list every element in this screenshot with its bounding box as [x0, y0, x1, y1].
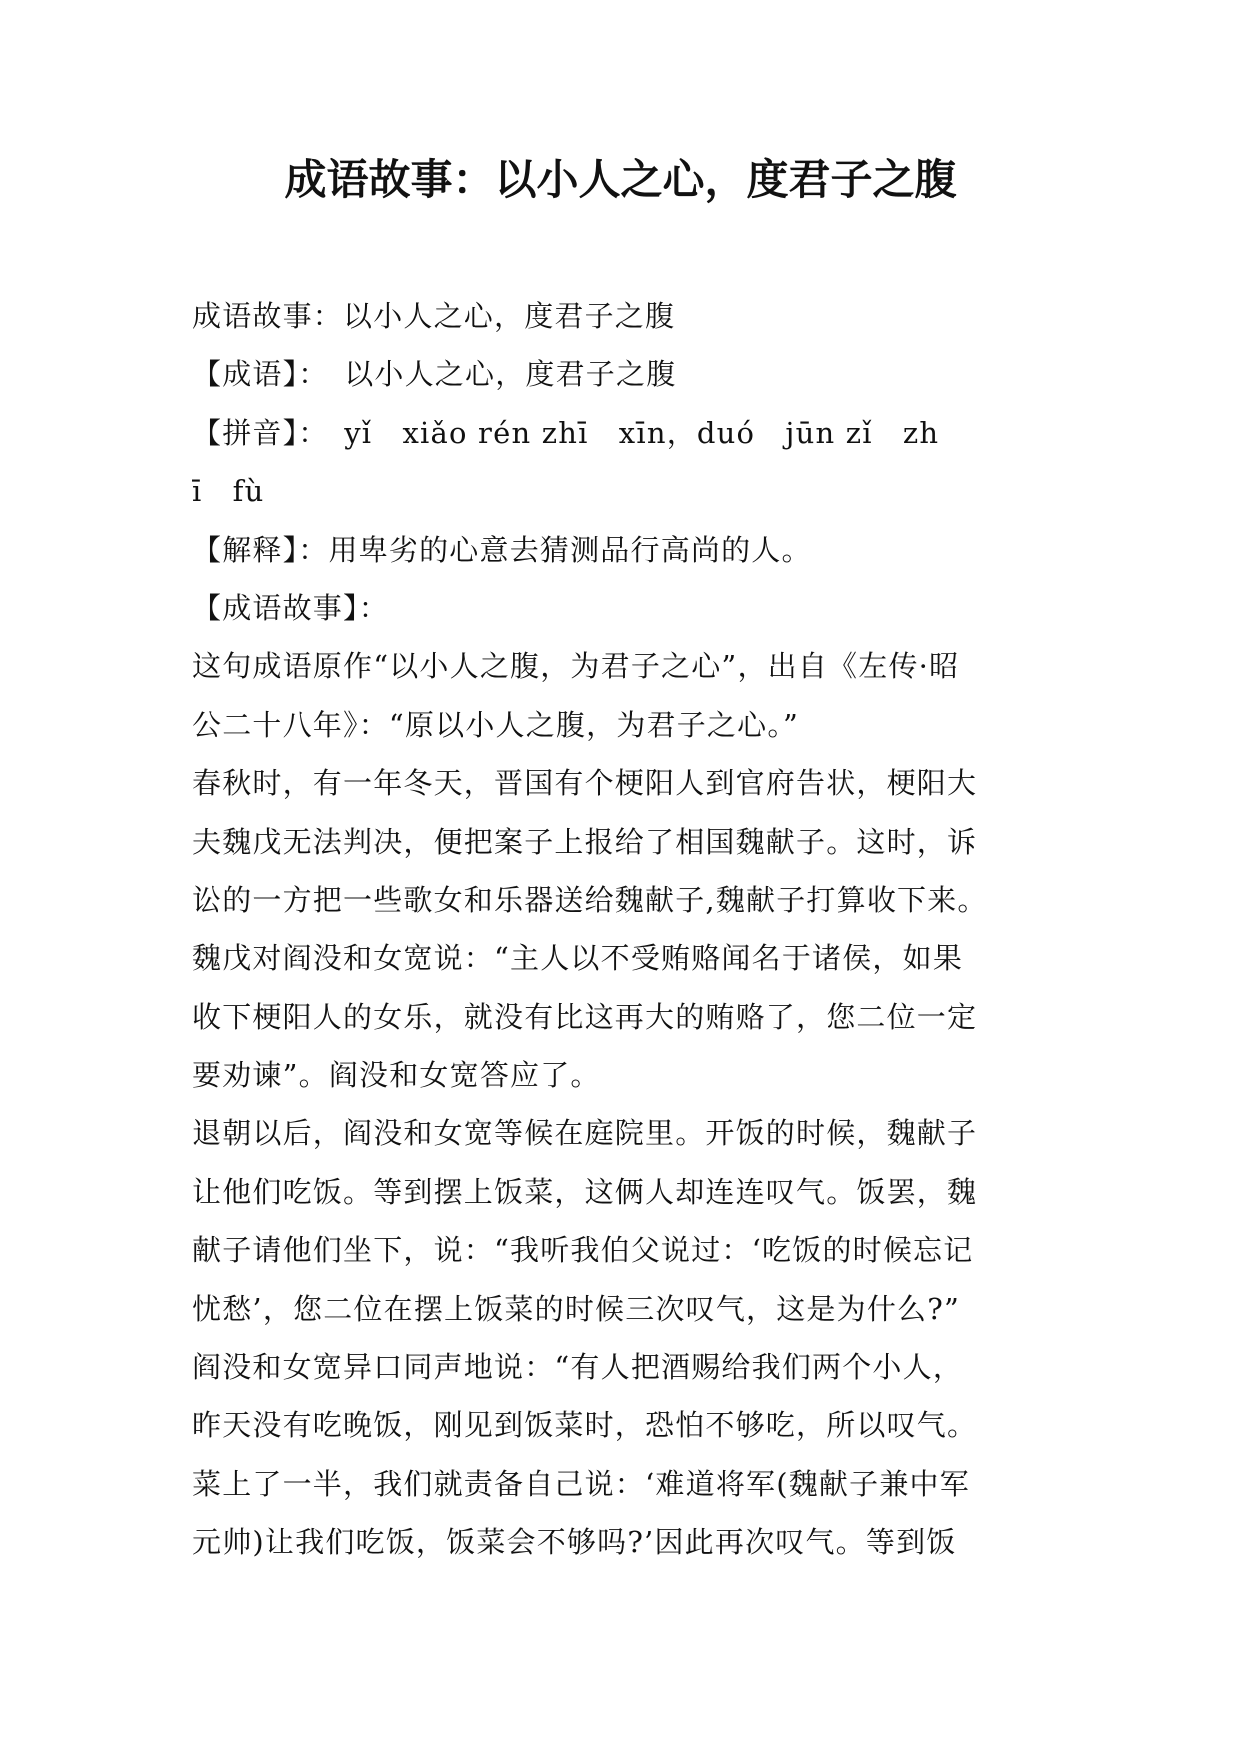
- body-line: 这句成语原作“以小人之腹，为君子之心”，出自《左传·昭: [192, 649, 960, 684]
- body-line: 收下梗阳人的女乐，就没有比这再大的贿赂了，您二位一定: [192, 999, 978, 1034]
- body-line: 讼的一方把一些歌女和乐器送给魏献子,魏献子打算收下来。: [192, 882, 988, 917]
- body-line: 菜上了一半，我们就责备自己说：‘难道将军(魏献子兼中军: [192, 1466, 970, 1501]
- body-line: 忧愁’，您二位在摆上饭菜的时候三次叹气，这是为什么?”: [192, 1291, 960, 1326]
- body-line: 献子请他们坐下，说：“我听我伯父说过：‘吃饭的时候忘记: [192, 1233, 974, 1268]
- document-title: 成语故事：以小人之心，度君子之腹: [284, 155, 957, 204]
- body-line: 魏戊对阎没和女宽说：“主人以不受贿赂闻名于诸侯，如果: [192, 941, 964, 976]
- body-line: 春秋时，有一年冬天，晋国有个梗阳人到官府告状，梗阳大: [192, 766, 978, 801]
- body-line: 阎没和女宽异口同声地说：“有人把酒赐给我们两个小人，: [192, 1350, 964, 1385]
- body-line: 退朝以后，阎没和女宽等候在庭院里。开饭的时候，魏献子: [192, 1116, 978, 1151]
- body-line-story-heading: 【成语故事】：: [192, 590, 389, 625]
- body-line: 元帅)让我们吃饭，饭菜会不够吗?’因此再次叹气。等到饭: [192, 1525, 957, 1560]
- body-line-explanation: 【解释】：用卑劣的心意去猜测品行高尚的人。: [192, 532, 812, 567]
- body-line: 昨天没有吃晚饭，刚见到饭菜时，恐怕不够吃，所以叹气。: [192, 1408, 978, 1443]
- body-line: 让他们吃饭。等到摆上饭菜，这俩人却连连叹气。饭罢，魏: [192, 1174, 978, 1209]
- body-line: 夫魏戊无法判决，便把案子上报给了相国魏献子。这时，诉: [192, 824, 978, 859]
- body-line-subtitle: 成语故事：以小人之心，度君子之腹: [192, 299, 676, 333]
- body-line: 要劝谏”。阎没和女宽答应了。: [192, 1058, 601, 1093]
- body-line-idiom: 【成语】： 以小人之心，度君子之腹: [192, 357, 677, 392]
- body-line-pinyin-cont: ī fù: [192, 474, 265, 509]
- body-line: 公二十八年》：“原以小人之腹，为君子之心。”: [192, 707, 800, 742]
- body-line-pinyin: 【拼音】： yǐ xiǎo rén zhī xīn，duó jūn zǐ zh: [192, 415, 940, 450]
- document-body: [192, 287, 1062, 1572]
